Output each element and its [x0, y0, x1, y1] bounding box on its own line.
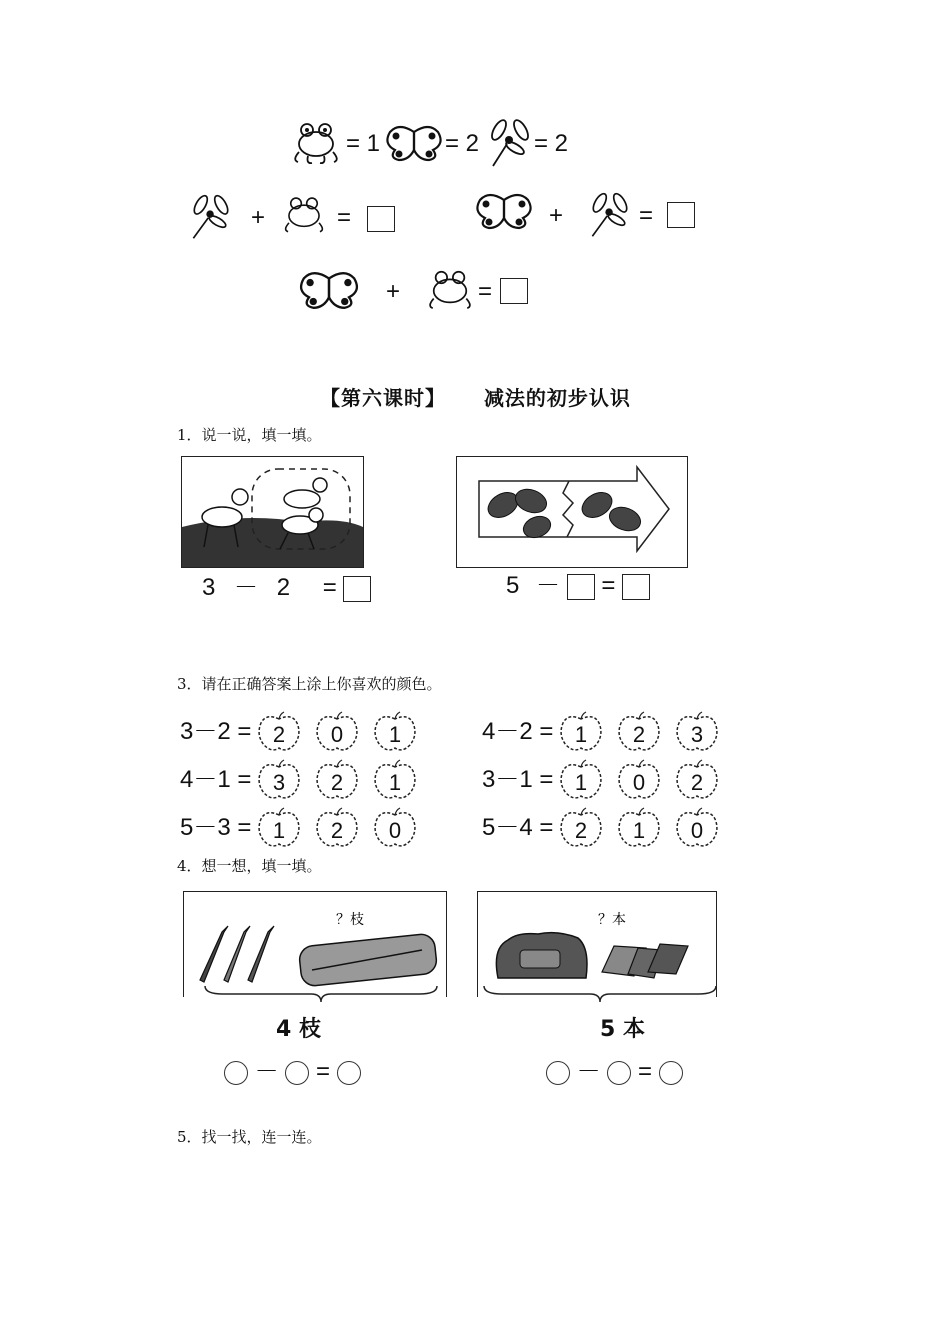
equals-sign: =: [639, 202, 654, 229]
option-number: 3: [272, 770, 286, 795]
option-number: 2: [574, 818, 588, 843]
option-number: 0: [690, 818, 704, 843]
q3-row: [180, 756, 440, 804]
minus-sign: －: [234, 574, 259, 601]
equals-sign: =: [478, 278, 493, 305]
leaves-picture: [456, 456, 688, 568]
question-count-text: ？枝: [336, 912, 364, 928]
option-number: 2: [272, 722, 286, 747]
question-count-text: ？本: [598, 912, 626, 928]
q3-expression: 4－1 =: [180, 766, 252, 793]
insect-equation-3: [298, 266, 538, 318]
apple-answer-option[interactable]: [616, 759, 662, 801]
dragonfly-icon: [585, 188, 635, 240]
equals-sign: =: [316, 1058, 331, 1085]
q3-left-column: [180, 708, 440, 852]
q3-row: [482, 804, 742, 852]
answer-box[interactable]: [367, 206, 395, 232]
answer-box[interactable]: [567, 574, 595, 600]
option-number: 0: [388, 818, 402, 843]
option-number: 2: [632, 722, 646, 747]
answer-box[interactable]: [343, 576, 371, 602]
subtrahend: 2: [276, 574, 291, 601]
books-illustration: [478, 892, 716, 997]
equals-sign: =: [601, 572, 616, 599]
equals-sign: =: [337, 204, 352, 231]
dragonfly-icon: [185, 190, 237, 242]
pencils-total: 4 枝: [276, 1017, 321, 1042]
apple-answer-option[interactable]: [256, 711, 302, 753]
plus-sign: +: [549, 202, 564, 229]
apple-answer-option[interactable]: [674, 759, 720, 801]
answer-box[interactable]: [500, 278, 528, 304]
apple-answer-option[interactable]: [372, 807, 418, 849]
answer-box[interactable]: [622, 574, 650, 600]
dragonfly-icon: [485, 114, 535, 170]
option-number: 1: [574, 770, 588, 795]
option-number: 3: [690, 722, 704, 747]
minuend: 3: [202, 574, 216, 601]
apple-answer-option[interactable]: [314, 759, 360, 801]
q3-expression: 4－2 =: [482, 718, 554, 745]
dragonfly-value: = 2: [534, 130, 569, 157]
butterfly-icon: [385, 124, 443, 164]
question-3-label: 3．请在正确答案上涂上你喜欢的颜色。: [177, 675, 442, 693]
apple-answer-option[interactable]: [314, 711, 360, 753]
answer-circle[interactable]: [659, 1061, 683, 1085]
insect-equation-2: [475, 188, 700, 240]
leaves-illustration: [457, 457, 687, 567]
lesson-number: 【第六课时】: [320, 386, 446, 410]
q4-left-equation: [224, 1058, 361, 1086]
minus-sign: －: [254, 1058, 279, 1085]
option-number: 0: [632, 770, 646, 795]
question-5-label: 5．找一找，连一连。: [177, 1128, 322, 1146]
books-total: 5 本: [600, 1017, 645, 1042]
apple-answer-option[interactable]: [616, 711, 662, 753]
apple-answer-option[interactable]: [372, 759, 418, 801]
option-number: 1: [388, 770, 402, 795]
option-number: 1: [632, 818, 646, 843]
pencils-illustration: [184, 892, 446, 997]
q1-left-equation: [202, 574, 371, 602]
minus-sign: －: [536, 572, 561, 599]
option-number: 1: [272, 818, 286, 843]
insect-key-row: [290, 118, 580, 168]
option-number: 1: [388, 722, 402, 747]
goats-illustration: [182, 457, 363, 567]
option-number: 1: [574, 722, 588, 747]
apple-answer-option[interactable]: [372, 711, 418, 753]
apple-answer-option[interactable]: [674, 711, 720, 753]
apple-answer-option[interactable]: [558, 711, 604, 753]
apple-answer-option[interactable]: [616, 807, 662, 849]
apple-answer-option[interactable]: [314, 807, 360, 849]
q3-expression: 3－1 =: [482, 766, 554, 793]
answer-circle[interactable]: [337, 1061, 361, 1085]
frog-value: = 1: [346, 130, 381, 157]
minuend: 5: [506, 572, 520, 599]
butterfly-icon: [298, 270, 360, 312]
q3-row: [180, 708, 440, 756]
answer-circle[interactable]: [607, 1061, 631, 1085]
answer-circle[interactable]: [546, 1061, 570, 1085]
answer-circle[interactable]: [285, 1061, 309, 1085]
goats-picture: [181, 456, 364, 568]
equals-sign: =: [638, 1058, 653, 1085]
apple-answer-option[interactable]: [256, 759, 302, 801]
q3-row: [482, 756, 742, 804]
insect-equation-1: [185, 190, 405, 242]
apple-answer-option[interactable]: [256, 807, 302, 849]
option-number: 2: [690, 770, 704, 795]
butterfly-icon: [475, 192, 533, 232]
q1-right-equation: [506, 572, 650, 600]
q3-expression: 5－3 =: [180, 814, 252, 841]
butterfly-value: = 2: [445, 130, 480, 157]
apple-answer-option[interactable]: [674, 807, 720, 849]
apple-answer-option[interactable]: [558, 759, 604, 801]
q3-right-column: [482, 708, 742, 852]
plus-sign: +: [251, 204, 266, 231]
brace-icon: [482, 984, 718, 1004]
question-4-label: 4．想一想，填一填。: [177, 857, 322, 875]
books-picture: [477, 891, 717, 997]
answer-box[interactable]: [667, 202, 695, 228]
option-number: 2: [330, 818, 344, 843]
equals-sign: =: [322, 574, 337, 601]
section-title: [320, 382, 631, 411]
q3-row: [482, 708, 742, 756]
q4-right-equation: [546, 1058, 683, 1086]
frog-icon: [281, 192, 327, 236]
pencils-picture: [183, 891, 447, 997]
minus-sign: －: [576, 1058, 601, 1085]
apple-answer-option[interactable]: [558, 807, 604, 849]
frog-icon: [424, 266, 476, 312]
answer-circle[interactable]: [224, 1061, 248, 1085]
plus-sign: +: [386, 278, 401, 305]
q3-expression: 3－2 =: [180, 718, 252, 745]
brace-icon: [203, 984, 439, 1004]
lesson-name: 减法的初步认识: [483, 386, 631, 410]
frog-icon: [290, 118, 342, 166]
question-1-label: 1．说一说，填一填。: [177, 426, 322, 444]
q3-row: [180, 804, 440, 852]
q3-expression: 5－4 =: [482, 814, 554, 841]
option-number: 0: [330, 722, 344, 747]
option-number: 2: [330, 770, 344, 795]
